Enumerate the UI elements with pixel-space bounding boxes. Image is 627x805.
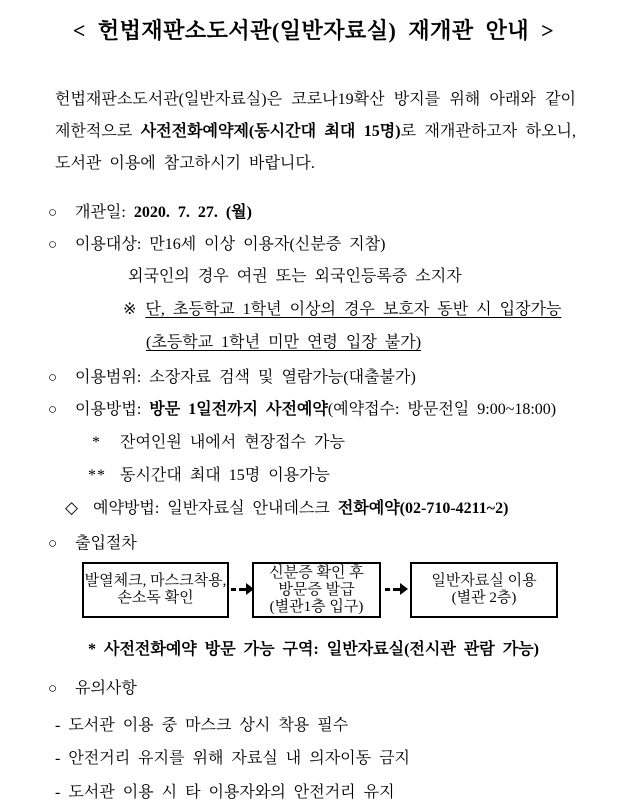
age-limit-note-line (146, 329, 421, 352)
eligibility-label: 이용대상: 만16세 이상 이용자(신분증 지참) (75, 236, 386, 253)
flow-step-use: 일반자료실 이용 (별관 2층) (410, 562, 558, 618)
opening-date-value: 2020. 7. 27. (월) (133, 204, 252, 221)
cautions-label: 유의사항 (75, 680, 137, 697)
scope-line (48, 364, 416, 387)
caution-note-3: - 도서관 이용 시 타 이용자와의 안전거리 유지 (55, 784, 395, 801)
circle-bullet-icon: ○ (48, 402, 58, 418)
guardian-note-text: 단, 초등학교 1학년 이상의 경우 보호자 동반 시 입장가능 (145, 301, 562, 318)
method-label: 이용방법: (75, 401, 142, 418)
foreigner-note-line: 외국인의 경우 여권 또는 외국인등록증 소지자 (128, 268, 462, 285)
opening-date-label: 개관일: (75, 204, 126, 221)
circle-bullet-icon: ○ (48, 681, 58, 697)
page-title: < 헌법재판소도서관(일반자료실) 재개관 안내 > (72, 18, 555, 43)
cautions-line (48, 675, 137, 698)
intro-line-2: 제한적으로 사전전화예약제(동시간대 최대 15명)로 재개관하고자 하오니, (55, 123, 576, 140)
opening-date-line (48, 199, 252, 222)
circle-bullet-icon: ○ (48, 370, 58, 386)
eligibility-line (48, 231, 385, 254)
intro-line-3: 도서관 이용에 참고하시기 바랍니다. (55, 155, 315, 172)
flow-arrow-icon (385, 583, 408, 595)
caution-note-2: - 안전거리 유지를 위해 자료실 내 의자이동 금지 (55, 750, 410, 767)
flow-step-check: 발열체크, 마스크착용, 손소독 확인 (82, 562, 229, 618)
procedure-label: 출입절차 (75, 535, 137, 552)
reservation-line (65, 495, 508, 518)
method-note-2: ** 동시간대 최대 15명 이용가능 (88, 467, 331, 484)
guardian-note-line (123, 296, 561, 319)
circle-bullet-icon: ○ (48, 237, 58, 253)
phone-reservation-emphasis: 사전전화예약제(동시간대 최대 15명) (140, 123, 401, 140)
diamond-bullet-icon: ◇ (65, 498, 79, 517)
reservation-label: 예약방법: 일반자료실 안내데스크 (93, 500, 330, 517)
circle-bullet-icon: ○ (48, 536, 58, 552)
procedure-line (48, 530, 137, 553)
method-emphasis: 방문 1일전까지 사전예약 (149, 401, 328, 418)
flow-arrow-icon (231, 583, 254, 595)
reservation-phone: 전화예약(02-710-4211~2) (337, 500, 509, 517)
double-asterisk-icon: ** (88, 467, 106, 484)
method-note-1: * 잔여인원 내에서 현장접수 가능 (92, 434, 345, 451)
asterisk-icon: * (92, 434, 100, 451)
age-limit-note-text: (초등학교 1학년 미만 연령 입장 불가) (146, 334, 422, 351)
scope-label: 이용범위: 소장자료 검색 및 열람가능(대출불가) (75, 369, 416, 386)
procedure-note: * 사전전화예약 방문 가능 구역: 일반자료실(전시관 관람 가능) (88, 641, 539, 658)
reference-mark-icon: ※ (123, 301, 137, 318)
circle-bullet-icon: ○ (48, 205, 58, 221)
flow-step-badge: 신분증 확인 후 방문증 발급 (별관1층 입구) (252, 562, 381, 618)
method-detail: (예약접수: 방문전일 9:00~18:00) (327, 401, 557, 418)
method-line (48, 396, 556, 419)
caution-note-1: - 도서관 이용 중 마스크 상시 착용 필수 (55, 717, 349, 734)
intro-line-1: 헌법재판소도서관(일반자료실)은 코로나19확산 방지를 위해 아래와 같이 (55, 91, 576, 108)
